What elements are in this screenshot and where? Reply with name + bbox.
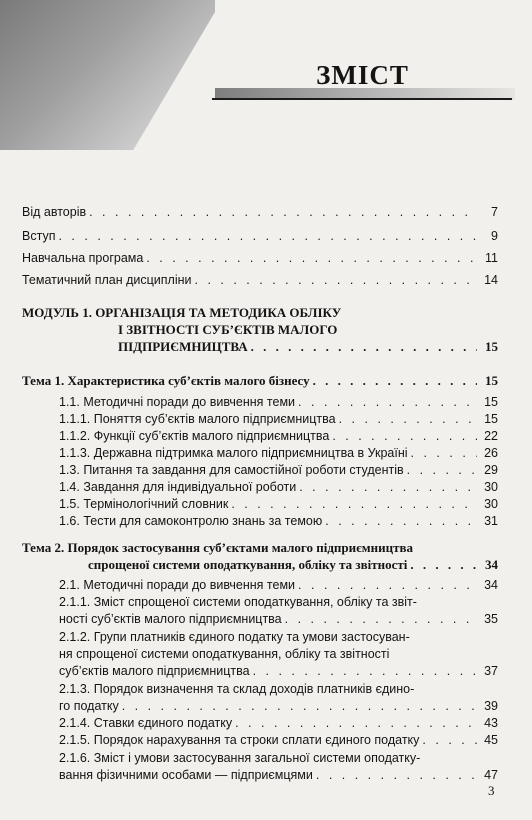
dot-leader	[235, 716, 477, 730]
toc-entry-2-1-4[interactable]	[59, 716, 498, 730]
dot-leader	[195, 273, 477, 287]
dot-leader	[231, 497, 477, 511]
dot-leader	[58, 229, 477, 243]
toc-entry-text: 1.5. Термінологічний словник	[59, 497, 229, 511]
toc-page-number: 15	[484, 412, 498, 426]
topic-heading-line[interactable]: Тема 2. Порядок застосування суб’єктами малого підприємництва	[22, 540, 413, 555]
dot-leader	[332, 429, 477, 443]
toc-page-number: 34	[484, 578, 498, 592]
dot-leader	[122, 699, 477, 713]
toc-entry-1-1-2[interactable]	[59, 429, 498, 443]
toc-entry-1-1-1[interactable]	[59, 412, 498, 426]
dot-leader	[146, 251, 477, 265]
toc-entry-text: Навчальна програма	[22, 251, 144, 265]
dot-leader	[316, 768, 477, 782]
toc-entry-introduction[interactable]	[22, 229, 498, 243]
toc-page-number: 37	[484, 664, 498, 678]
toc-page-number: 39	[484, 699, 498, 713]
toc-page-number: 7	[491, 205, 498, 219]
toc-entry-text: 1.1.3. Державна підтримка малого підприємництва в Україні	[59, 446, 408, 460]
toc-entry-text: 1.1. Методичні поради до вивчення теми	[59, 395, 296, 409]
footer-page-number: 3	[488, 783, 495, 798]
toc-entry-2-1-2[interactable]	[59, 664, 498, 678]
toc-entry-line[interactable]: 2.1.1. Зміст спрощеної системи оподаткування, обліку та звіт-	[59, 595, 417, 609]
dot-leader	[298, 395, 477, 409]
dot-leader	[313, 373, 477, 389]
toc-entry-text: ності суб’єктів малого підприємництва	[59, 612, 282, 626]
toc-page-number: 26	[484, 446, 498, 460]
toc-entry-text: 2.1.4. Ставки єдиного податку	[59, 716, 233, 730]
dot-leader	[325, 514, 477, 528]
toc-page-number: 15	[485, 339, 498, 354]
toc-entry-1-1-3[interactable]	[59, 446, 498, 460]
toc-entry-text: 2.1. Методичні поради до вивчення теми	[59, 578, 296, 592]
toc-entry-module-1[interactable]	[118, 339, 498, 355]
toc-entry-text: Тематичний план дисципліни	[22, 273, 192, 287]
toc-entry-2-1-1[interactable]	[59, 612, 498, 626]
toc-entry-text: го податку	[59, 699, 119, 713]
page-title: ЗМІСТ	[316, 60, 409, 90]
dot-leader	[298, 578, 477, 592]
dot-leader	[422, 733, 477, 747]
dot-leader	[253, 664, 477, 678]
module-heading-line[interactable]: І ЗВІТНОСТІ СУБ’ЄКТІВ МАЛОГО	[118, 322, 338, 337]
toc-entry-curriculum[interactable]	[22, 251, 498, 265]
toc-entry-line[interactable]: 2.1.3. Порядок визначення та склад доходів платників єдино-	[59, 682, 415, 696]
toc-entry-text: суб’єктів малого підприємництва	[59, 664, 250, 678]
toc-entry-text: 1.1.1. Поняття суб’єктів малого підприємництва	[59, 412, 336, 426]
dot-leader	[410, 557, 477, 573]
toc-entry-2-1-5[interactable]	[59, 733, 498, 747]
dot-leader	[411, 446, 477, 460]
toc-entry-2-1-3[interactable]	[59, 699, 498, 713]
toc-entry-from-authors[interactable]	[22, 205, 498, 219]
toc-entry-topic-2[interactable]	[88, 557, 498, 573]
dot-leader	[285, 612, 477, 626]
toc-entry-text: спрощеної системи оподаткування, обліку та звітності	[88, 557, 408, 572]
toc-page-number: 47	[484, 768, 498, 782]
toc-page-number: 35	[484, 612, 498, 626]
toc-page-number: 14	[484, 273, 498, 287]
toc-page-number: 11	[485, 251, 498, 265]
toc-entry-text: 1.6. Тести для самоконтролю знань за темою	[59, 514, 323, 528]
toc-page-number: 30	[484, 497, 498, 511]
toc-page-number: 30	[484, 480, 498, 494]
dot-leader	[339, 412, 477, 426]
toc-entry-text: ПІДПРИЄМНИЦТВА	[118, 339, 248, 354]
dot-leader	[299, 480, 477, 494]
toc-page-number: 15	[485, 373, 498, 388]
toc-entry-text: Вступ	[22, 229, 56, 243]
dot-leader	[407, 463, 477, 477]
toc-entry-1-3[interactable]	[59, 463, 498, 477]
toc-entry-1-1[interactable]	[59, 395, 498, 409]
toc-page-number: 34	[485, 557, 498, 572]
toc-page-number: 22	[484, 429, 498, 443]
toc-entry-1-6[interactable]	[59, 514, 498, 528]
toc-entry-line[interactable]: ня спрощеної системи оподаткування, обліку та звітності	[59, 647, 390, 661]
toc-entry-line[interactable]: 2.1.2. Групи платників єдиного податку та умови застосуван-	[59, 630, 410, 644]
toc-page-number: 29	[484, 463, 498, 477]
toc-entry-text: Тема 1. Характеристика суб’єктів малого бізнесу	[22, 373, 310, 388]
toc-entry-text: 1.3. Питання та завдання для самостійної роботи студентів	[59, 463, 404, 477]
dot-leader	[89, 205, 477, 219]
toc-entry-text: 1.1.2. Функції суб’єктів малого підприємництва	[59, 429, 330, 443]
toc-entry-2-1-6[interactable]	[59, 768, 498, 782]
dot-leader	[251, 339, 477, 355]
toc-page-number: 9	[491, 229, 498, 243]
toc-entry-1-5[interactable]	[59, 497, 498, 511]
toc-page-number: 31	[484, 514, 498, 528]
toc-entry-2-1[interactable]	[59, 578, 498, 592]
toc-entry-text: 1.4. Завдання для індивідуальної роботи	[59, 480, 297, 494]
toc-entry-text: 2.1.5. Порядок нарахування та строки сплати єдиного податку	[59, 733, 420, 747]
toc-page-number: 43	[484, 716, 498, 730]
toc-entry-text: Від авторів	[22, 205, 87, 219]
module-heading-line[interactable]: МОДУЛЬ 1. ОРГАНІЗАЦІЯ ТА МЕТОДИКА ОБЛІКУ	[22, 305, 342, 320]
toc-page-number: 15	[484, 395, 498, 409]
toc-entry-line[interactable]: 2.1.6. Зміст і умови застосування загальної системи оподатку-	[59, 751, 421, 765]
toc-entry-thematic-plan[interactable]	[22, 273, 498, 287]
toc-page-number: 45	[484, 733, 498, 747]
toc-entry-1-4[interactable]	[59, 480, 498, 494]
toc-entry-text: вання фізичними особами — підприємцями	[59, 768, 313, 782]
toc-entry-topic-1[interactable]	[22, 373, 498, 389]
